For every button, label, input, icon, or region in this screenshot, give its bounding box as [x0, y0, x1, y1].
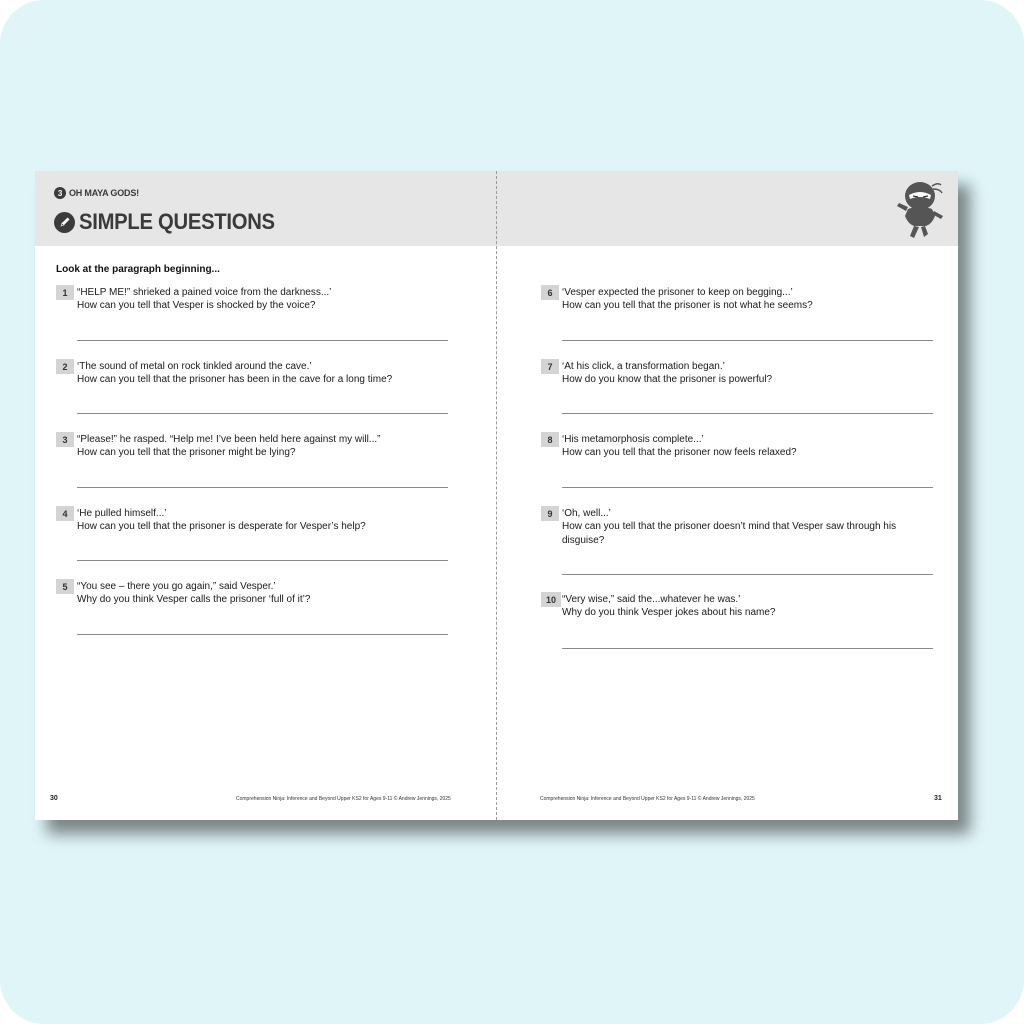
question-quote: “Very wise,” said the...whatever he was.’ [562, 594, 741, 605]
answer-line[interactable] [562, 340, 933, 341]
ninja-icon [892, 176, 948, 242]
pencil-icon [54, 212, 75, 233]
question-text: Why do you think Vesper calls the prisoner ‘full of it’? [77, 594, 311, 605]
question-quote: “Please!” he rasped. “Help me! I’ve been held here against my will...” [77, 434, 381, 445]
question-text: How can you tell that the prisoner might be lying? [77, 447, 296, 458]
question-number: 4 [56, 506, 74, 521]
question-quote: “HELP ME!” shrieked a pained voice from the darkness...’ [77, 287, 332, 298]
answer-line[interactable] [77, 634, 448, 635]
section-title: SIMPLE QUESTIONS [79, 209, 275, 234]
answer-line[interactable] [77, 560, 448, 561]
question-text: How can you tell that the prisoner now feels relaxed? [562, 447, 797, 458]
question-text: How do you know that the prisoner is powerful? [562, 374, 773, 385]
question-text: How can you tell that the prisoner is not what he seems? [562, 300, 813, 311]
question-quote: ‘He pulled himself...’ [77, 508, 167, 519]
answer-line[interactable] [562, 413, 933, 414]
answer-line[interactable] [562, 574, 933, 575]
question-text: How can you tell that the prisoner has been in the cave for a long time? [77, 374, 393, 385]
question-quote: ‘At his click, a transformation began.’ [562, 361, 725, 372]
answer-line[interactable] [77, 340, 448, 341]
page-title [54, 209, 292, 235]
question-text: Why do you think Vesper jokes about his name? [562, 607, 776, 618]
answer-line[interactable] [562, 648, 933, 649]
chapter-title: OH MAYA GODS! [69, 188, 139, 198]
footer-credit-right: Comprehension Ninja: Inference and Beyond Upper KS2 for Ages 9-11 © Andrew Jennings, 2025 [540, 796, 755, 802]
instruction-text: Look at the paragraph beginning... [56, 264, 220, 275]
chapter-heading [54, 187, 139, 199]
question-text: How can you tell that the prisoner doesn’t mind that Vesper saw through his disguise? [562, 521, 897, 546]
page-number-left: 30 [50, 795, 58, 802]
question-number: 1 [56, 285, 74, 300]
page-gutter [496, 171, 497, 820]
question-number: 9 [541, 506, 559, 521]
question-quote: ‘Oh, well...’ [562, 508, 611, 519]
question-text: How can you tell that the prisoner is desperate for Vesper’s help? [77, 521, 366, 532]
question-quote: ‘Vesper expected the prisoner to keep on begging...’ [562, 287, 793, 298]
question-quote: ‘His metamorphosis complete...’ [562, 434, 704, 445]
question-number: 5 [56, 579, 74, 594]
question-number: 6 [541, 285, 559, 300]
answer-line[interactable] [562, 487, 933, 488]
question-number: 7 [541, 359, 559, 374]
footer-credit-left: Comprehension Ninja: Inference and Beyond Upper KS2 for Ages 9-11 © Andrew Jennings, 2025 [236, 796, 451, 802]
question-quote: ‘The sound of metal on rock tinkled around the cave.’ [77, 361, 312, 372]
question-text: How can you tell that Vesper is shocked by the voice? [77, 300, 316, 311]
question-number: 2 [56, 359, 74, 374]
answer-line[interactable] [77, 487, 448, 488]
chapter-number-badge: 3 [54, 187, 66, 199]
answer-line[interactable] [77, 413, 448, 414]
question-number: 8 [541, 432, 559, 447]
book-spread [35, 171, 958, 820]
page-number-right: 31 [934, 795, 942, 802]
question-number: 3 [56, 432, 74, 447]
question-quote: “You see – there you go again,” said Vesper.’ [77, 581, 276, 592]
question-number: 10 [541, 592, 561, 607]
